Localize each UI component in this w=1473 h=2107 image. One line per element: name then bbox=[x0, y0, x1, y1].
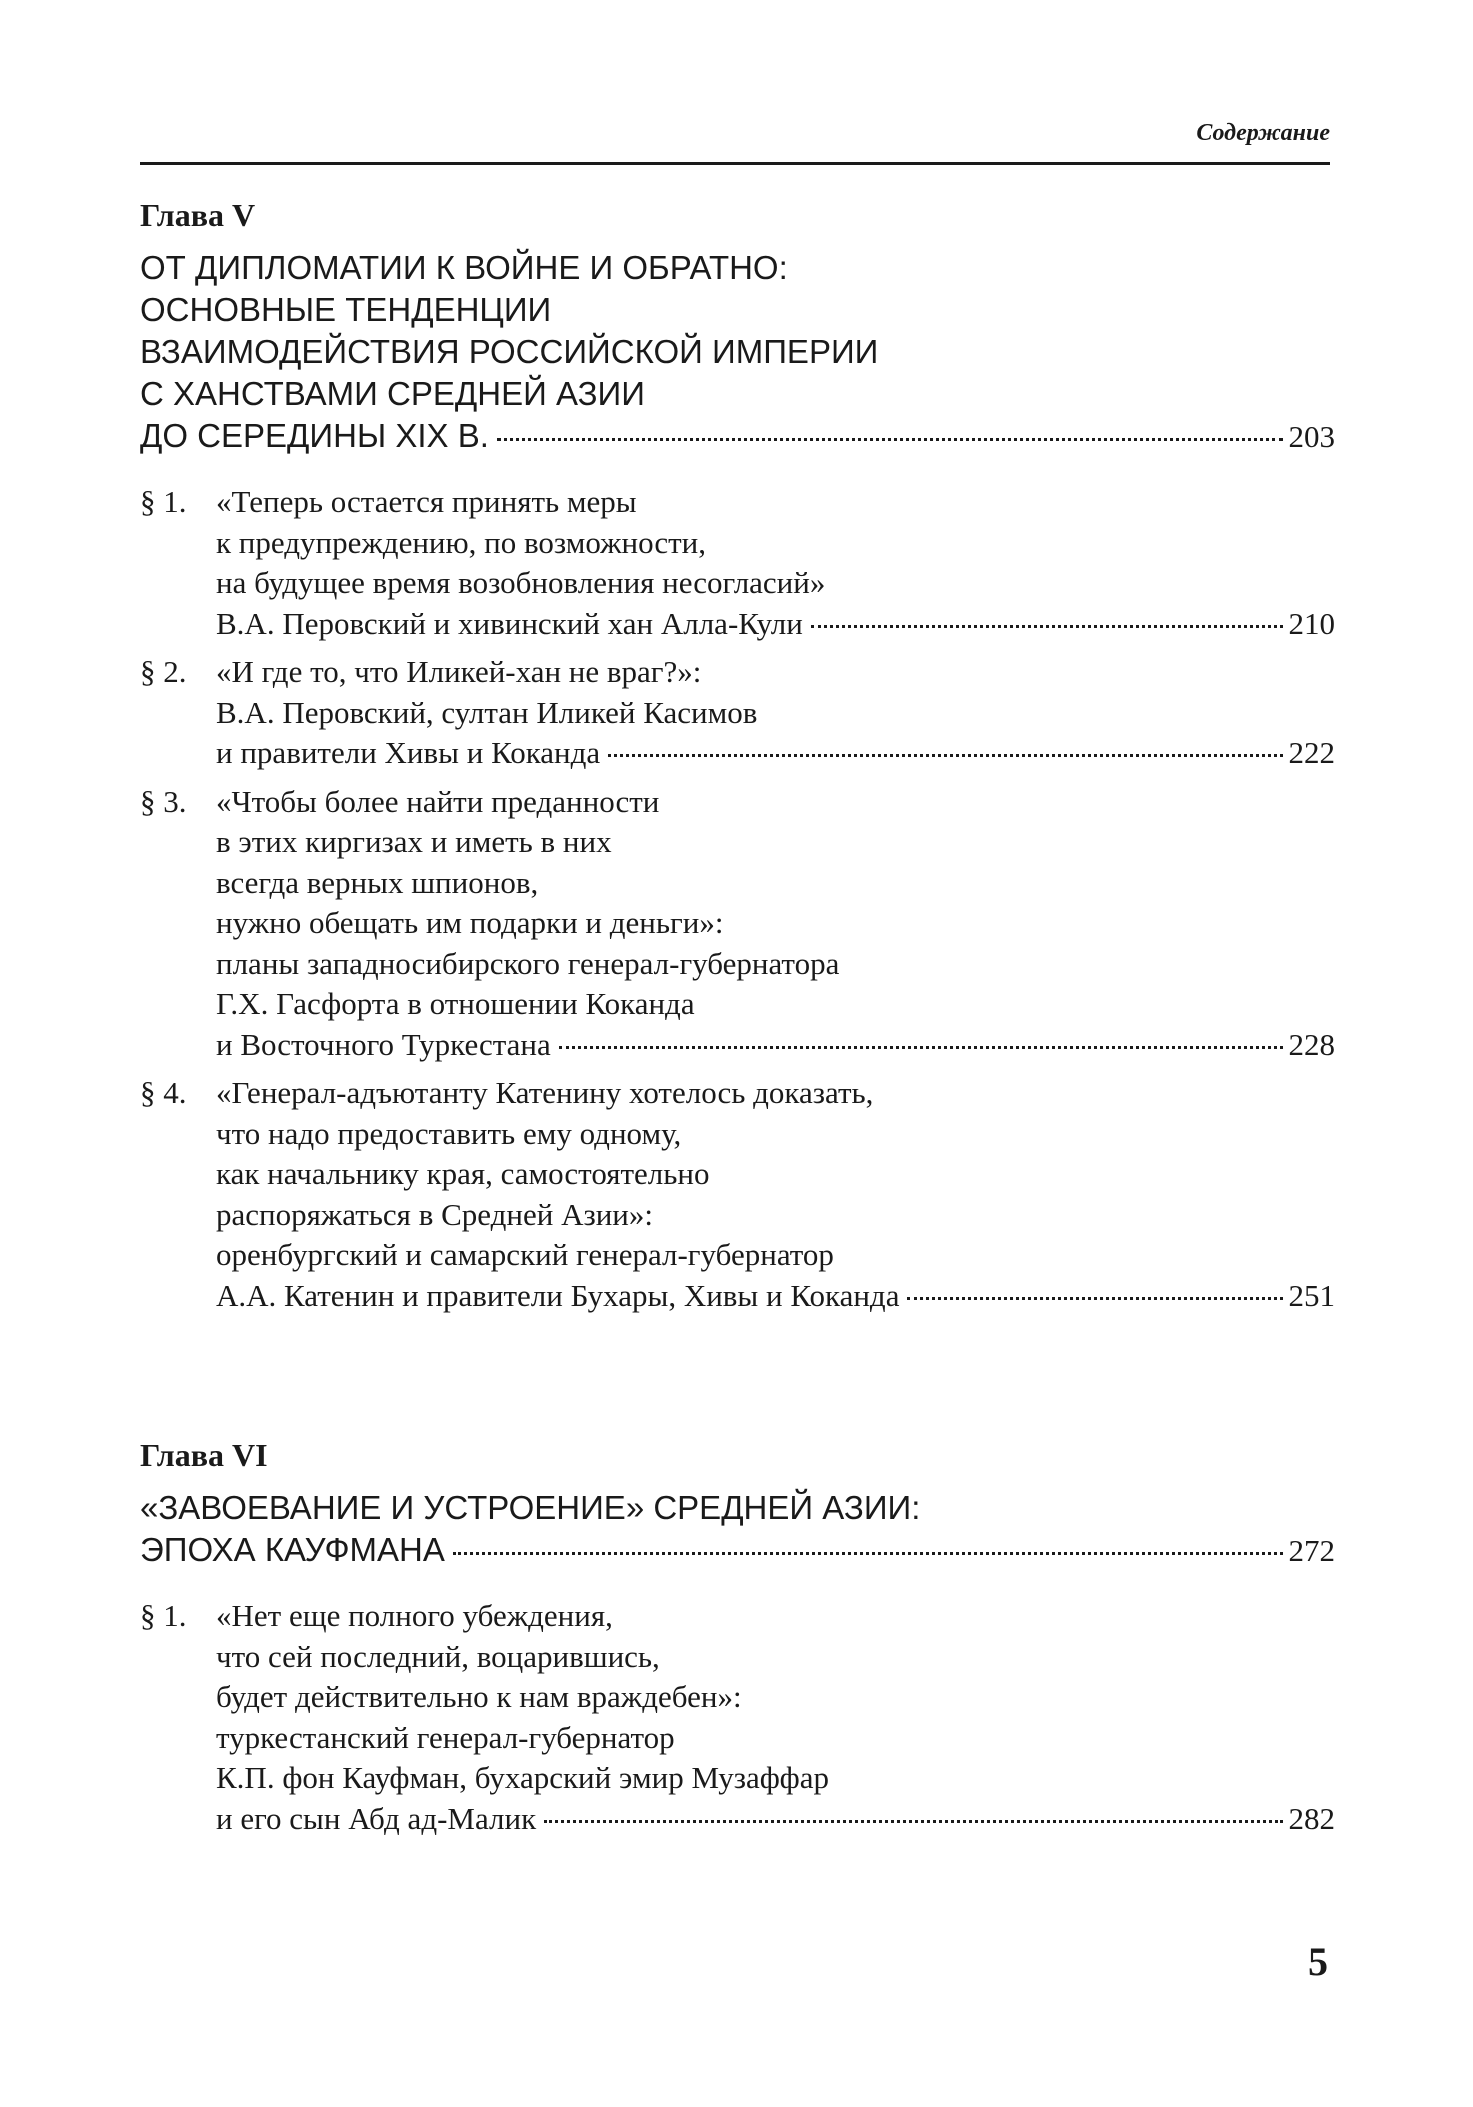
leader-dots bbox=[497, 438, 1283, 441]
chapter-label: Глава V bbox=[140, 197, 256, 233]
section-number: § 2. bbox=[140, 654, 187, 689]
section-line: В.А. Перовский, султан Иликей Касимов bbox=[216, 694, 758, 730]
section-line: «И где то, что Иликей-хан не враг?»: bbox=[216, 654, 702, 689]
chapter-title-line: ДО СЕРЕДИНЫ XIX В. bbox=[140, 417, 489, 454]
page-ref: 203 bbox=[1288, 419, 1335, 454]
toc-section[interactable] bbox=[140, 1073, 1335, 1316]
section-number: § 3. bbox=[140, 783, 187, 819]
section-line: Г.Х. Гасфорта в отношении Коканда bbox=[216, 986, 695, 1021]
leader-dots bbox=[544, 1820, 1282, 1823]
toc-section[interactable] bbox=[140, 652, 1335, 774]
section-line: на будущее время возобновления несогласий» bbox=[216, 565, 826, 600]
section-line: распоряжаться в Средней Азии»: bbox=[216, 1196, 653, 1232]
section-line: планы западносибирского генерал-губернатора bbox=[216, 945, 840, 981]
section-line: в этих киргизах и иметь в них bbox=[216, 824, 612, 859]
section-line: «Теперь остается принять меры bbox=[216, 484, 637, 519]
chapter-title-last-line bbox=[140, 415, 1335, 458]
leader-dots bbox=[608, 754, 1282, 757]
page-ref: 282 bbox=[1288, 1800, 1335, 1836]
header-rule bbox=[140, 162, 1330, 165]
section-line: и его сын Абд ад-Малик bbox=[216, 1800, 537, 1836]
section-line: А.А. Катенин и правители Бухары, Хивы и Коканда bbox=[216, 1277, 900, 1313]
toc-section[interactable] bbox=[140, 782, 1335, 1066]
section-line: В.А. Перовский и хивинский хан Алла-Кули bbox=[216, 605, 803, 641]
section-line: «Чтобы более найти преданности bbox=[216, 783, 660, 819]
toc-section[interactable] bbox=[140, 1596, 1335, 1839]
toc-section[interactable] bbox=[140, 482, 1335, 644]
section-number: § 1. bbox=[140, 484, 187, 519]
chapter-title-line: ОСНОВНЫЕ ТЕНДЕНЦИИ bbox=[140, 291, 552, 328]
section-line: нужно обещать им подарки и деньги»: bbox=[216, 905, 724, 940]
page-ref: 228 bbox=[1288, 1026, 1335, 1062]
section-line: что сей последний, воцарившись, bbox=[216, 1638, 660, 1674]
section-number: § 1. bbox=[140, 1598, 187, 1633]
chapter-6 bbox=[140, 1437, 1335, 1847]
chapter-title-last-line bbox=[140, 1529, 1335, 1572]
section-line: «Нет еще полного убеждения, bbox=[216, 1598, 613, 1633]
section-line: к предупреждению, по возможности, bbox=[216, 524, 707, 560]
chapter-5 bbox=[140, 197, 1335, 1324]
page-ref: 251 bbox=[1288, 1277, 1335, 1313]
section-line: будет действительно к нам враждебен»: bbox=[216, 1679, 742, 1714]
section-list bbox=[140, 482, 1335, 1316]
section-line: что надо предоставить ему одному, bbox=[216, 1115, 682, 1151]
chapter-title-line: ОТ ДИПЛОМАТИИ К ВОЙНЕ И ОБРАТНО: bbox=[140, 249, 788, 286]
page-ref: 222 bbox=[1288, 735, 1335, 770]
section-list bbox=[140, 1596, 1335, 1839]
chapter-title-line: С ХАНСТВАМИ СРЕДНЕЙ АЗИИ bbox=[140, 375, 645, 412]
section-line: как начальнику края, самостоятельно bbox=[216, 1156, 710, 1191]
page-ref: 272 bbox=[1288, 1533, 1335, 1568]
running-header: Содержание bbox=[1196, 120, 1330, 146]
chapter-title[interactable] bbox=[140, 247, 1335, 458]
chapter-title-line: ЭПОХА КАУФМАНА bbox=[140, 1531, 445, 1568]
chapter-title-line: «ЗАВОЕВАНИЕ И УСТРОЕНИЕ» СРЕДНЕЙ АЗИИ: bbox=[140, 1489, 921, 1526]
section-line: туркестанский генерал-губернатор bbox=[216, 1719, 675, 1755]
leader-dots bbox=[453, 1552, 1283, 1555]
section-line: «Генерал-адъютанту Катенину хотелось доказать, bbox=[216, 1075, 874, 1110]
section-line: оренбургский и самарский генерал-губернатор bbox=[216, 1237, 834, 1272]
leader-dots bbox=[559, 1046, 1283, 1049]
leader-dots bbox=[907, 1297, 1282, 1300]
section-line: и правители Хивы и Коканда bbox=[216, 735, 601, 770]
section-line: всегда верных шпионов, bbox=[216, 864, 539, 900]
leader-dots bbox=[811, 625, 1283, 628]
page-number: 5 bbox=[1308, 1939, 1328, 1984]
chapter-title[interactable] bbox=[140, 1487, 1335, 1572]
section-number: § 4. bbox=[140, 1075, 187, 1110]
chapter-label: Глава VI bbox=[140, 1437, 268, 1473]
section-line: К.П. фон Кауфман, бухарский эмир Музаффар bbox=[216, 1760, 829, 1795]
chapter-title-line: ВЗАИМОДЕЙСТВИЯ РОССИЙСКОЙ ИМПЕРИИ bbox=[140, 333, 879, 370]
section-line: и Восточного Туркестана bbox=[216, 1026, 551, 1062]
page-ref: 210 bbox=[1288, 605, 1335, 641]
